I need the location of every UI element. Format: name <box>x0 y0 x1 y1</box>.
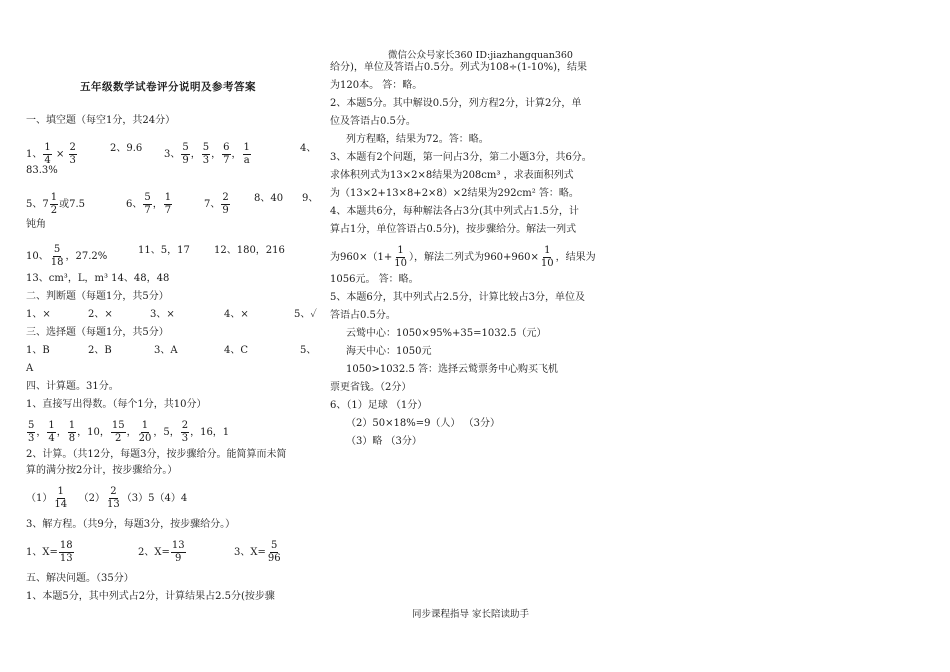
problem-5-conclusion: 票更省钱。（2分） <box>330 382 412 393</box>
problem-5-compare: 1050>1032.5 答：选择云鹫票务中心购买飞机 <box>346 364 558 375</box>
fraction: $\frac{2}{3}$ <box>181 420 189 444</box>
judge-item: 2、× <box>88 309 113 320</box>
fraction: $\frac{1}{10}$ <box>394 245 407 269</box>
fraction: $\frac{13}{9}$ <box>171 540 185 564</box>
answer-8: 8、40 <box>254 193 284 204</box>
problem-2-cont: 位及答语占0.5分。 <box>330 116 416 127</box>
item-number: 1、 <box>26 149 43 160</box>
fraction: $\frac{1}{4}$ <box>44 142 51 166</box>
problem-5-cont: 答语占0.5分。 <box>330 310 396 321</box>
fraction: $\frac{1}{4}$ <box>48 420 55 444</box>
judge-item: 3、× <box>150 309 175 320</box>
calc-part-2-heading: 2、计算。（共12分，每题3分，按步骤给分。能简算而未简 <box>26 449 287 460</box>
problem-4-formula: 为960×（1+ $\frac{1}{10}$ ），解法二列式为960+960× $\frac{1}{10}$ ，结果为 <box>330 245 596 269</box>
answer-9-value: 钝角 <box>26 219 46 230</box>
answer-12: 12、180，216 <box>214 245 285 256</box>
problem-5-option-a: 云鹫中心：1050×95%+35=1032.5（元） <box>346 328 547 339</box>
fraction: $\frac{5}{96}$ <box>267 540 281 564</box>
document-title: 五年级数学试卷评分说明及参考答案 <box>80 81 256 93</box>
equation-answer-2: 2、X= $\frac{13}{9}$ <box>138 540 185 564</box>
problem-3-volume: 求体积列式为13×2×8结果为208cm³ ，求表面积列式 <box>330 170 574 181</box>
section-4-heading: 四、计算题。31分。 <box>26 381 119 392</box>
answer-9: 9、 <box>302 193 319 204</box>
section-2-heading: 二、判断题（每题1分，共5分） <box>26 291 169 302</box>
answer-13-14: 13、cm³，L，m³ 14、48，48 <box>26 273 170 284</box>
fill-blank-row-2: 5、7 $\frac{1}{2}$ 或7.5 <box>26 192 86 216</box>
choice-item-5-value: A <box>26 363 34 374</box>
fraction: $\frac{18}{13}$ <box>59 540 73 564</box>
equation-heading: 3、解方程。（共9分，每题3分，按步骤给分。） <box>26 519 236 530</box>
fraction: $\frac{1}{10}$ <box>540 245 554 269</box>
fraction: $\frac{1}{a}$ <box>243 142 250 166</box>
answer-4: 4、 <box>300 143 317 154</box>
judge-item: 4、× <box>224 309 249 320</box>
answer-7: 7、 $\frac{2}{9}$ <box>204 192 229 216</box>
answer-4-value: 83.3% <box>26 165 58 176</box>
choice-item: 4、C <box>224 345 249 356</box>
problem-1-text: 1、本题5分，其中列式占2分，计算结果占2.5分(按步骤 <box>26 591 275 602</box>
problem-2-text: 2、本题5分。其中解设0.5分，列方程2分，计算2分，单 <box>330 98 582 109</box>
choice-item: 1、B <box>26 345 50 356</box>
fraction: $\frac{6}{7}$ <box>223 142 230 166</box>
problem-6-part-3: （3）略 （3分） <box>346 436 422 447</box>
calc-part-2-note: 算的满分按2分计，按步骤给分。） <box>26 465 178 476</box>
choice-item: 5、 <box>300 345 317 356</box>
problem-1-cont: 给分)，单位及答语占0.5分。列式为108÷(1-10%)，结果 <box>330 62 588 73</box>
problem-1-result: 为120本。 答：略。 <box>330 80 423 91</box>
choice-item: 3、A <box>154 345 178 356</box>
calc-part-1-heading: 1、直接写出得数。（每个1分，共10分） <box>26 399 207 410</box>
problem-6-part-2: （2）50×18%=9（人） （3分） <box>346 418 500 429</box>
fill-blank-row-1: 1、 $\frac{1}{4}$ × $\frac{2}{3}$ <box>26 142 76 166</box>
fraction: $\frac{15}{2}$ <box>111 420 125 444</box>
judge-item: 5、✓ <box>294 309 317 320</box>
choice-item: 2、B <box>88 345 112 356</box>
problem-3-text: 3、本题有2个问题，第一问占3分，第二小题3分，共6分。 <box>330 152 592 163</box>
problem-4-text: 4、本题共6分，每种解法各占3分(其中列式占1.5分，计 <box>330 206 579 217</box>
fraction: $\frac{1}{8}$ <box>68 420 76 444</box>
section-3-heading: 三、选择题（每题1分，共5分） <box>26 327 169 338</box>
problem-6-part-1: 6、（1）足球 （1分） <box>330 400 428 411</box>
judge-item: 1、× <box>26 309 51 320</box>
fraction: $\frac{1}{20}$ <box>138 420 152 444</box>
fraction: $\frac{5}{3}$ <box>202 142 210 166</box>
fraction: $\frac{2}{3}$ <box>69 142 76 166</box>
section-5-heading: 五、解决问题。（35分） <box>26 573 134 584</box>
problem-2-result: 列方程略，结果为72。答：略。 <box>346 134 489 145</box>
calc-part-2-answers: （1） $\frac{1}{14}$ （2） $\frac{2}{13}$ （3）5（4）4 <box>26 486 188 510</box>
fill-blank-row-3: 10、 $\frac{5}{18}$ ，27.2% <box>26 244 108 268</box>
fraction: $\frac{1}{7}$ <box>164 192 172 216</box>
equation-answer-3: 3、X= $\frac{5}{96}$ <box>234 540 281 564</box>
answer-11: 11、5，17 <box>138 245 190 256</box>
problem-5-option-b: 海天中心：1050元 <box>346 346 432 357</box>
problem-3-surface: 为（13×2+13×8+2×8）×2结果为292cm² 答：略。 <box>330 188 579 199</box>
fraction: $\frac{1}{14}$ <box>54 486 68 510</box>
fraction: $\frac{1}{2}$ <box>50 192 58 216</box>
equation-answer-1: 1、X= $\frac{18}{13}$ <box>26 540 73 564</box>
page-header: 微信公众号家长360 ID:jiazhangquan360 <box>388 50 573 61</box>
fraction: $\frac{5}{18}$ <box>50 244 64 268</box>
page-footer: 同步课程指导 家长陪读助手 <box>412 609 530 620</box>
fraction: $\frac{5}{3}$ <box>28 420 35 444</box>
fraction: $\frac{5}{7}$ <box>144 192 151 216</box>
section-1-heading: 一、填空题（每空1分，共24分） <box>26 115 176 126</box>
problem-5-text: 5、本题6分，其中列式占2.5分，计算比较占3分，单位及 <box>330 292 585 303</box>
fraction: $\frac{2}{13}$ <box>107 486 120 510</box>
fraction: $\frac{5}{9}$ <box>182 142 189 166</box>
fraction: $\frac{2}{9}$ <box>222 192 229 216</box>
answer-6: 6、 $\frac{5}{7}$ ， $\frac{1}{7}$ <box>126 192 172 216</box>
answer-2: 2、9.6 <box>110 143 143 154</box>
calc-part-1-answers: $\frac{5}{3}$ ， $\frac{1}{4}$ ， $\frac{1}{8}$ ，10， $\frac{15}{2}$ ， $\frac{1}{20}$ ，5， $\frac{2}{3}$ ，16，1 <box>28 420 230 444</box>
answer-3: 3、 $\frac{5}{9}$ ， $\frac{5}{3}$ ， $\frac{6}{7}$ ， $\frac{1}{a}$ <box>164 142 250 166</box>
problem-4-cont: 算占1分，单位答语占0.5分)，按步骤给分。解法一列式 <box>330 224 577 235</box>
problem-4-result: 1056元。 答：略。 <box>330 274 419 285</box>
